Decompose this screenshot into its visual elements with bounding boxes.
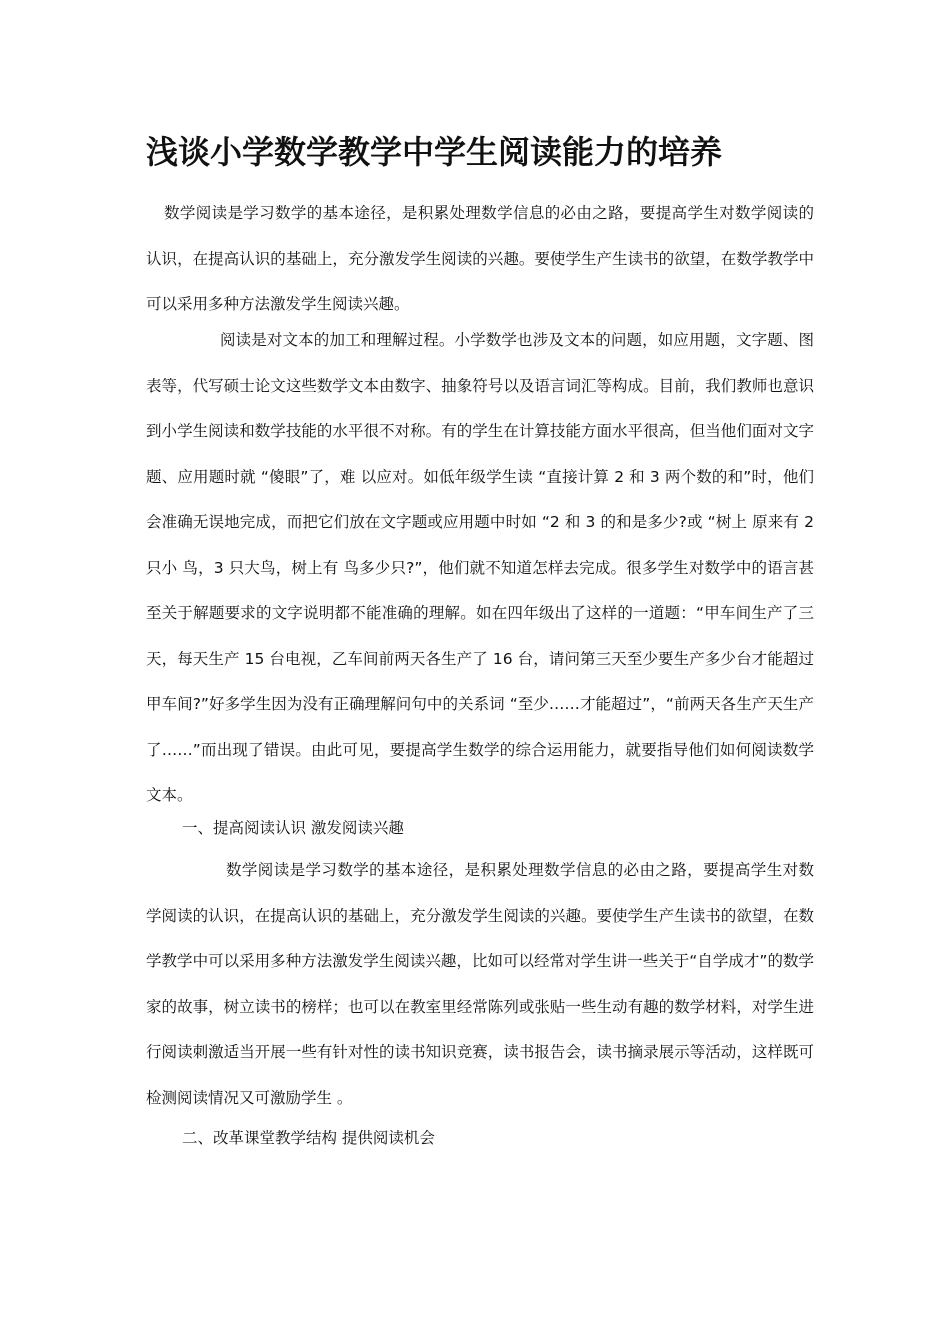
section-heading-2: 二、改革课堂教学结构 提供阅读机会 xyxy=(182,1129,435,1147)
section-heading-1: 一、提高阅读认识 激发阅读兴趣 xyxy=(182,819,404,837)
paragraph-intro: 数学阅读是学习数学的基本途径，是积累处理数学信息的必由之路，要提高学生对数学阅读的认识，在提高认识的基础上，充分激发学生阅读的兴趣。要使学生产生读书的欲望，在数学教学中可以采用多种方法激发学生阅读兴趣。 xyxy=(146,204,814,313)
paragraph-reading-process: 阅读是对文本的加工和理解过程。小学数学也涉及文本的问题，如应用题，文字题、图表等，代写硕士论文这些数学文本由数字、抽象符号以及语言词汇等构成。目前，我们教师也意识到小学生阅读和数学技能的水平很不对称。有的学生在计算技能方面水平很高，但当他们面对文字题、应用题时就 “傻眼”了，难 以应对。如低年级学生读 “直接计算 2 和 3 两个数的和”时，他们会准确无误地完成，而把它们放在文字题或应用题中时如 “2 和 3 的和是多少?或 “树上 原来有 2 只小 鸟，3 只大鸟，树上有 鸟多少只?”，他们就不知道怎样去完成。很多学生对数学中的语言甚至关于解题要求的文字说明都不能准确的理解。如在四年级出了这样的一道题：“甲车间生产了三天，每天生产 15 台电视，乙车间前两天各生产了 16 台，请问第三天至少要生产多少台才能超过甲车间?”好多学生因为没有正确理解问句中的关系词 “至少……才能超过”，“前两天各生产天生产了……”而出现了错误。由此可见，要提高学生数学的综合运用能力，就要指导他们如何阅读数学文本。 xyxy=(146,331,814,804)
document-title: 浅谈小学数学教学中学生阅读能力的培养 xyxy=(146,133,723,171)
paragraph-section-1: 数学阅读是学习数学的基本途径，是积累处理数学信息的必由之路，要提高学生对数学阅读的认识，在提高认识的基础上，充分激发学生阅读的兴趣。要使学生产生读书的欲望，在数学教学中可以采用多种方法激发学生阅读兴趣，比如可以经常对学生讲一些关于“自学成才”的数学家的故事，树立读书的榜样；也可以在教室里经常陈列或张贴一些生动有趣的数学材料，对学生进行阅读刺激适当开展一些有针对性的读书知识竞赛，读书报告会，读书摘录展示等活动，这样既可检测阅读情况又可激励学生 。 xyxy=(146,861,814,1107)
